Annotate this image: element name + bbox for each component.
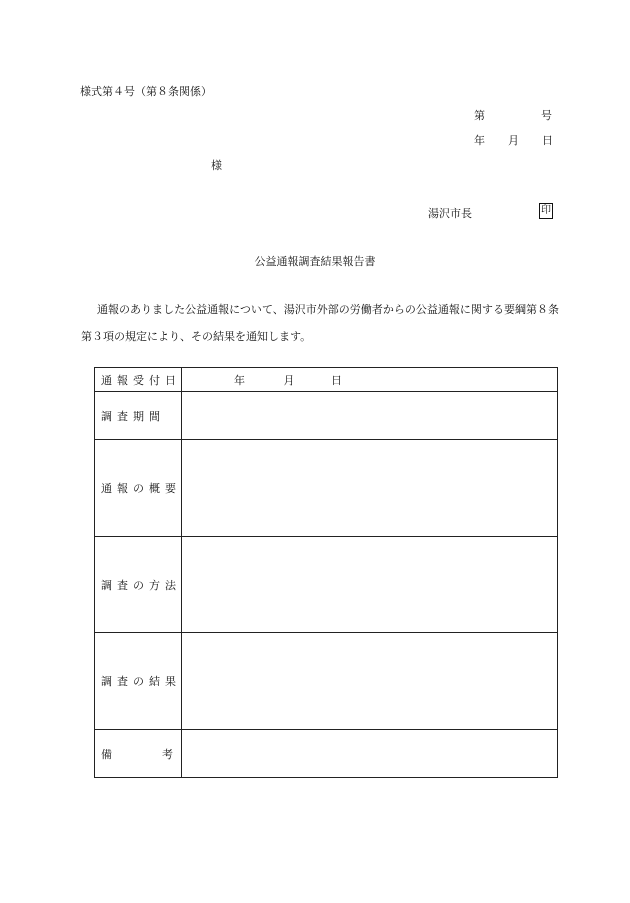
table-row	[95, 440, 558, 537]
doc-number-suffix: 号	[541, 109, 552, 122]
doc-number-prefix: 第	[474, 109, 485, 122]
table-row	[95, 730, 558, 778]
addressee-suffix: 様	[211, 159, 222, 172]
report-table	[94, 367, 558, 778]
remarks-label-right: 考	[162, 747, 173, 761]
table-row	[95, 537, 558, 633]
seal-mark: 印	[539, 203, 553, 219]
investigation-period-field[interactable]	[182, 392, 558, 440]
row-label-report-summary: 通報の概要	[95, 440, 182, 537]
form-number: 様式第４号（第８条関係）	[80, 85, 212, 98]
remarks-label-left: 備	[101, 747, 112, 761]
row-label-investigation-period: 調査期間	[95, 392, 182, 440]
table-row	[95, 368, 558, 392]
receipt-year: 年	[234, 373, 245, 387]
row-label-remarks	[95, 730, 182, 778]
date-year: 年	[474, 134, 485, 147]
document-title: 公益通報調査結果報告書	[254, 255, 376, 268]
sender-title: 湯沢市長	[428, 207, 472, 220]
body-paragraph: 通報のありました公益通報について、湯沢市外部の労働者からの公益通報に関する要綱第８条第３項の規定により、その結果を通知します。	[81, 303, 559, 343]
report-summary-field[interactable]	[182, 440, 558, 537]
date-day: 日	[542, 134, 553, 147]
investigation-method-field[interactable]	[182, 537, 558, 633]
row-label-investigation-result: 調査の結果	[95, 633, 182, 730]
investigation-result-field[interactable]	[182, 633, 558, 730]
remarks-field[interactable]	[182, 730, 558, 778]
table-row	[95, 633, 558, 730]
receipt-day: 日	[331, 373, 342, 387]
date-month: 月	[508, 134, 519, 147]
receipt-date-field[interactable]	[182, 368, 558, 392]
table-row	[95, 392, 558, 440]
row-label-receipt-date: 通報受付日	[95, 368, 182, 392]
receipt-month: 月	[283, 373, 295, 387]
row-label-investigation-method: 調査の方法	[95, 537, 182, 633]
